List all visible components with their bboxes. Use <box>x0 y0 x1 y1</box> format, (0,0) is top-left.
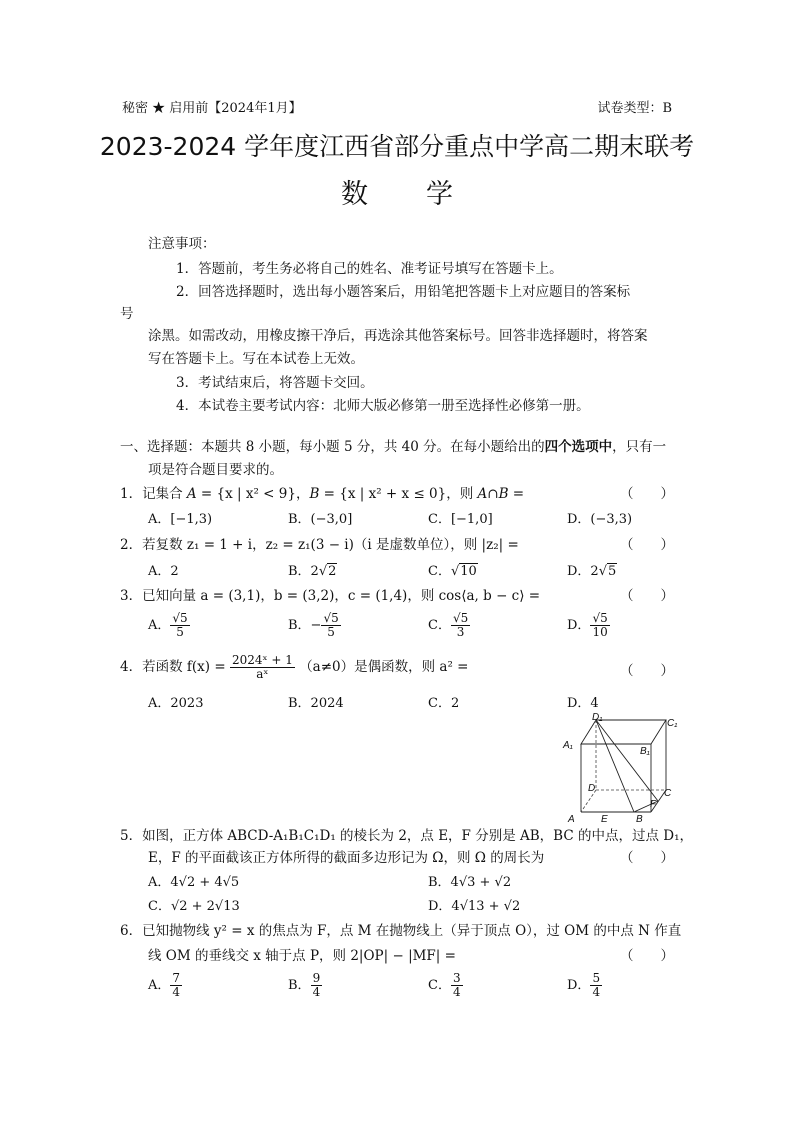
q1-option-d[interactable]: D．(−3,3) <box>567 512 633 527</box>
denominator: 4 <box>452 985 461 999</box>
edge-d1e <box>596 720 634 812</box>
denominator: 4 <box>592 985 601 999</box>
denominator: 3 <box>456 625 465 639</box>
denominator: 4 <box>172 985 181 999</box>
denominator: 10 <box>592 625 608 639</box>
answer-paren: （ ） <box>620 537 674 553</box>
numerator: √5 <box>592 611 608 625</box>
label-b: B <box>636 814 643 824</box>
label-c: C <box>664 788 672 799</box>
numerator: √5 <box>452 611 469 625</box>
paper-type: 试卷类型：B <box>597 101 672 116</box>
q6-option-a[interactable] <box>148 972 182 999</box>
q1-set-a: A <box>186 486 197 502</box>
q3-option-d[interactable] <box>567 612 610 639</box>
numerator: 2024ˣ + 1 <box>231 653 293 667</box>
q1-set-a-def: = {x | x² < 9}， <box>196 486 310 502</box>
q3-option-b-fraction <box>321 612 340 639</box>
q3-option-a-fraction <box>170 612 189 639</box>
numerator: 3 <box>452 971 461 985</box>
label-d: D <box>588 783 596 794</box>
q6-line1: 已知抛物线 y² = x 的焦点为 F，点 M 在抛物线上（异于顶点 O），过 OM 的中点 N 作直 <box>142 923 682 939</box>
note-2d: 写在答题卡上。写在本试卷上无效。 <box>148 351 364 367</box>
q5-option-c[interactable]: C．√2 + 2√13 <box>148 899 240 914</box>
label-b1: B₁ <box>640 746 650 757</box>
q2-option-b-radicand: 2 <box>328 564 337 579</box>
q3-option-b[interactable] <box>288 612 341 639</box>
q6-option-c-fraction <box>451 972 463 999</box>
answer-paren: （ ） <box>620 663 674 679</box>
q3-option-b-label: B．− <box>288 618 322 633</box>
exam-title: 2023-2024 学年度江西省部分重点中学高二期末联考 <box>99 132 695 161</box>
q4-option-c[interactable]: C．2 <box>428 696 460 711</box>
question-1 <box>120 482 524 502</box>
q1-end: = <box>508 486 525 502</box>
confidential-mark: 秘密 ★ 启用前【2024年1月】 <box>122 101 302 116</box>
answer-paren: （ ） <box>620 948 674 964</box>
note-1: 1．答题前，考生务必将自己的姓名、准考证号填写在答题卡上。 <box>176 261 563 277</box>
notes-heading: 注意事项： <box>148 236 216 252</box>
numerator: 5 <box>592 971 601 985</box>
section-intro-text: 一、选择题：本题共 8 小题，每小题 5 分，共 40 分。在每小题给出的 <box>120 439 545 455</box>
q1-pre: 记集合 <box>142 486 187 502</box>
q3-option-d-fraction <box>590 612 609 639</box>
q2-option-c[interactable]: C．√10 <box>428 564 477 579</box>
label-e: E <box>601 814 608 824</box>
q4-option-a[interactable]: A．2023 <box>148 696 204 711</box>
q2-option-d-radicand: 5 <box>608 564 617 579</box>
q6-option-b-fraction <box>311 972 323 999</box>
q6-option-b[interactable] <box>288 972 322 999</box>
label-a1: A₁ <box>563 740 573 751</box>
q3-text: 已知向量 a = (3,1)，b = (3,2)，c = (1,4)，则 cos⟨a, b − c⟩ = <box>142 588 541 604</box>
q2-option-c-radicand: 10 <box>460 564 477 579</box>
q5-option-d[interactable]: D．4√13 + √2 <box>428 899 521 914</box>
q4-option-b[interactable]: B．2024 <box>288 696 344 711</box>
q2-option-a[interactable]: A．2 <box>148 564 179 579</box>
numerator: √5 <box>323 611 339 625</box>
q6-option-d-label: D． <box>567 978 591 993</box>
q6-option-a-fraction <box>170 972 182 999</box>
denominator: aˣ <box>256 667 269 681</box>
q4-pre: 若函数 f(x) = <box>142 659 226 675</box>
question-6 <box>120 919 681 939</box>
question-number: 1． <box>120 486 143 502</box>
question-number: 2． <box>120 537 143 553</box>
section-intro <box>120 435 666 455</box>
q6-option-d[interactable] <box>567 972 602 999</box>
top-face <box>581 720 666 744</box>
question-number: 3． <box>120 588 143 604</box>
label-d1: D₁ <box>592 712 603 723</box>
q1-option-a[interactable]: A．[−1,3) <box>148 512 213 527</box>
note-2c: 涂黑。如需改动，用橡皮擦干净后，再选涂其他答案标号。回答非选择题时，将答案 <box>148 328 648 344</box>
note-3: 3．考试结束后，将答题卡交回。 <box>176 375 374 391</box>
denominator: 4 <box>312 985 321 999</box>
q5-option-a[interactable]: A．4√2 + 4√5 <box>148 875 240 890</box>
q1-ask: A∩B <box>477 486 509 502</box>
question-3 <box>120 584 540 604</box>
q3-option-a-label: A． <box>148 618 171 633</box>
cube-figure <box>558 710 680 824</box>
q2-text: 若复数 z₁ = 1 + i，z₂ = z₁(3 − i)（i 是虚数单位），则 |z₂| = <box>142 537 519 553</box>
q2-option-b-label: B．2 <box>288 564 319 579</box>
q4-post: （a≠0）是偶函数，则 a² = <box>299 659 469 675</box>
q5-line2: E，F 的平面截该正方体所得的截面多边形记为 Ω，则 Ω 的周长为 <box>148 850 545 866</box>
section-intro-bold: 四个选项中 <box>544 439 613 455</box>
q2-option-b[interactable]: B．2√2 <box>288 564 337 579</box>
q6-option-a-label: A． <box>148 978 171 993</box>
q5-line1: 如图，正方体 ABCD-A₁B₁C₁D₁ 的棱长为 2，点 E，F 分别是 AB，BC 的中点，过点 D₁， <box>142 828 693 844</box>
q2-option-d-label: D．2 <box>567 564 599 579</box>
numerator: 9 <box>312 971 321 985</box>
q2-option-c-label: C． <box>428 564 451 579</box>
q3-option-c-fraction <box>451 612 470 639</box>
label-f: F <box>650 799 657 810</box>
q1-set-b-def: = {x | x² + x ≤ 0}，则 <box>319 486 478 502</box>
numerator: 7 <box>172 971 181 985</box>
question-4 <box>120 654 469 681</box>
q3-option-a[interactable] <box>148 612 190 639</box>
q6-option-b-label: B． <box>288 978 311 993</box>
subject-title: 数学 <box>341 179 511 210</box>
q4-fraction <box>230 654 295 681</box>
q1-set-b: B <box>309 486 320 502</box>
question-number: 5． <box>120 828 143 844</box>
question-2 <box>120 533 519 553</box>
note-2b: 号 <box>120 306 134 322</box>
q6-option-d-fraction <box>590 972 602 999</box>
note-4: 4．本试卷主要考试内容：北师大版必修第一册至选择性必修第一册。 <box>176 398 590 414</box>
q5-option-b[interactable]: B．4√3 + √2 <box>428 875 512 890</box>
denominator: 5 <box>176 625 184 639</box>
q3-option-c[interactable] <box>428 612 470 639</box>
q4-option-d[interactable]: D．4 <box>567 696 599 711</box>
question-number: 6． <box>120 923 143 939</box>
q2-option-d[interactable]: D．2√5 <box>567 564 617 579</box>
section-intro-text-end: ，只有一 <box>612 439 667 455</box>
answer-paren: （ ） <box>620 588 674 604</box>
label-c1: C₁ <box>667 718 678 729</box>
q1-option-c[interactable]: C．[−1,0] <box>428 512 493 527</box>
answer-paren: （ ） <box>620 850 674 866</box>
q6-line2: 线 OM 的垂线交 x 轴于点 P，则 2|OP| − |MF| = <box>148 948 456 964</box>
q3-option-d-label: D． <box>567 618 591 633</box>
question-5 <box>120 824 693 844</box>
question-number: 4． <box>120 659 143 675</box>
q3-option-c-label: C． <box>428 618 451 633</box>
q1-option-b[interactable]: B．(−3,0] <box>288 512 353 527</box>
answer-paren: （ ） <box>620 486 674 502</box>
note-2a: 2．回答选择题时，选出每小题答案后，用铅笔把答题卡上对应题目的答案标 <box>176 284 631 300</box>
section-intro-line2: 项是符合题目要求的。 <box>148 462 283 478</box>
denominator: 5 <box>327 625 335 639</box>
q6-option-c-label: C． <box>428 978 451 993</box>
q6-option-c[interactable] <box>428 972 463 999</box>
edge-d1f <box>596 720 658 801</box>
numerator: √5 <box>172 611 188 625</box>
label-a: A <box>568 814 575 824</box>
